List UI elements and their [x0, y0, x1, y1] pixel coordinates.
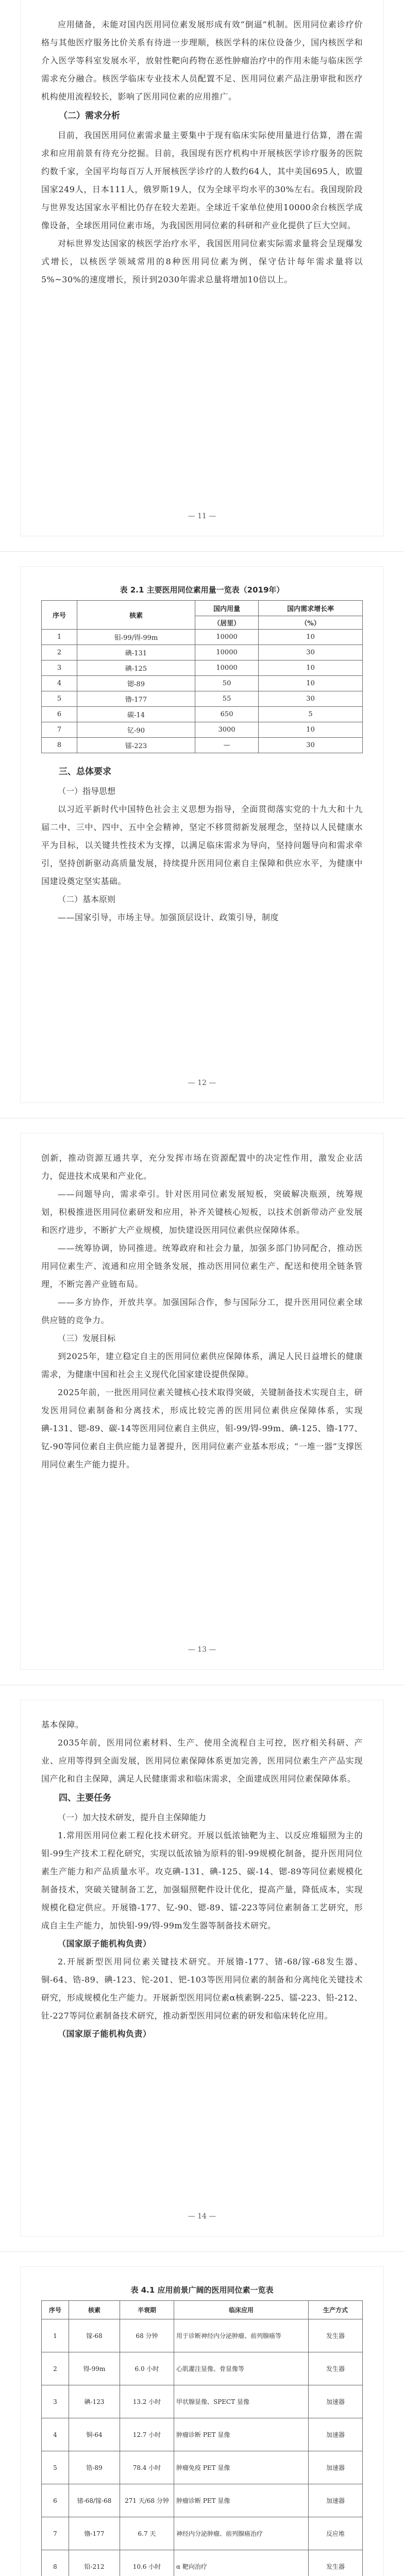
table-cell: 发生器 — [309, 2352, 363, 2385]
table-cell: 心肌灌注显像、骨显像等 — [174, 2352, 309, 2385]
table-cell: 加速器 — [309, 2484, 363, 2517]
table-cell: 碘-123 — [69, 2385, 120, 2418]
table-cell: 30 — [259, 645, 363, 660]
table-header: 序号 — [42, 2301, 69, 2319]
paragraph: ——问题导向，需求牵引。针对医用同位素发展短板，突破解决瓶颈，统筹规划，积极推进医用同位素研发和应用，补齐关键核心短板，以技术创新带动产业发展和医疗进步，不断扩大产业规模，加快建设医用同位素供应保障体系。 — [41, 1189, 363, 1235]
paragraph: 到2025年，建立稳定自主的医用同位素供应保障体系，满足人民日益增长的健康需求，为健康中国和社会主义现代化国家建设提供保障。 — [41, 1351, 363, 1379]
table-cell: 2 — [42, 2352, 69, 2385]
subsection-heading: （一）加大技术研发，提升自主保障能力 — [58, 1812, 207, 1822]
section-heading: 三、总体要求 — [59, 767, 111, 777]
table-cell: 铜-64 — [69, 2418, 120, 2451]
table-row — [42, 2550, 363, 2576]
table-header: 核素 — [77, 601, 195, 630]
table-row — [42, 2385, 363, 2418]
table-row — [42, 660, 363, 676]
paragraph: 2.开展新型医用同位素关键技术研究。开展镥-177、锗-68/镓-68发生器、铜-64、锆-89、碘-123、铊-201、钯-103等医用同位素的制备和分离纯化关键技术研究，形成规模化生产能力。开展新型医用同位素α核素锕-225、镭-223、铅-212、钍-227等同位素制备技术研究，推动新型医用同位素的研发和临床转化应用。 — [41, 1957, 363, 2021]
table-header: 国内用量 — [195, 601, 259, 616]
table-header: 核素 — [69, 2301, 120, 2319]
paragraph: ——多方协作，开放共享。加强国际合作，参与国际分工，提升医用同位素全球供应链的竞争力。 — [41, 1297, 363, 1325]
document-page-1 — [21, 0, 383, 536]
table-caption: 表 2.1 主要医用同位素用量一览表（2019年） — [120, 585, 284, 595]
table-cell: 10000 — [195, 630, 259, 645]
table-header: 临床应用 — [174, 2301, 309, 2319]
table-cell: 7 — [42, 2517, 69, 2550]
table-cell: 甲状腺显像、SPECT 显像 — [174, 2385, 309, 2418]
table-cell: 镥-177 — [77, 691, 195, 707]
table-cell: 7 — [42, 722, 77, 738]
table-cell: 锗-68/镓-68 — [69, 2484, 120, 2517]
table-cell: 铅-212 — [69, 2550, 120, 2576]
table-header: 国内需求增长率 — [259, 601, 363, 616]
table-cell: 13.2 小时 — [120, 2385, 174, 2418]
paragraph: 目前，我国医用同位素需求量主要集中于现有临床实际使用量进行估算，潜在需求和应用前景有待充分挖掘。目前，我国现有医疗机构中开展核医学诊疗服务的医院约数千家，全国平均每百万人开展核医学诊疗的人数约64人，其中美国695人，欧盟国家249人，日本111人，俄罗斯19人，仅为全球平均水平的30%左右。我国现阶段与世界发达国家水平相比仍存在较大差距。全球近千家单位使用10000余台核医学成像设备，全球医用同位素市场，为我国医用同位素的科研和产业化提供了巨大空间。 — [41, 130, 363, 230]
table-cell: 6.7 天 — [120, 2517, 174, 2550]
table-cell: 4 — [42, 2418, 69, 2451]
table-cell: 8 — [42, 738, 77, 753]
table-row — [42, 2319, 363, 2352]
page-number: — 14 — — [188, 2212, 216, 2221]
table-cell: 271 天/68 分钟 — [120, 2484, 174, 2517]
table-cell: α 靶向治疗 — [174, 2550, 309, 2576]
table-cell: 碳-14 — [77, 707, 195, 722]
table-cell: 肿瘤诊断 PET 显像 — [174, 2484, 309, 2517]
table-row — [42, 645, 363, 660]
paragraph: 创新，推动资源互通共享，充分发挥市场在资源配置中的决定性作用，激发企业活力，促进技术成果和产业化。 — [41, 1153, 363, 1181]
table-cell: 78.4 小时 — [120, 2451, 174, 2484]
table-row — [42, 691, 363, 707]
table-caption: 表 4.1 应用前景广阔的医用同位素一览表 — [130, 2285, 274, 2295]
paragraph: 2035年前，医用同位素材料、生产、使用全流程自主可控，医疗相关科研、产业、应用等得到全面发展，医用同位素保障体系更加完善，医用同位素生产产品实现国产化和自主保障，满足人民健康需求和临床需求，全面建成医用同位素保障体系。 — [41, 1738, 363, 1784]
isotope-usage-table — [41, 600, 363, 753]
table-cell: 1 — [42, 2319, 69, 2352]
table-cell: 8 — [42, 2550, 69, 2576]
table-row — [42, 630, 363, 645]
paragraph: 基本保障。 — [41, 1720, 84, 1730]
table-cell: 50 — [195, 676, 259, 691]
table-cell: 1 — [42, 630, 77, 645]
page-number: — 11 — — [188, 512, 216, 520]
table-cell: 肿瘤诊断 PET 显像 — [174, 2418, 309, 2451]
table-cell: 10000 — [195, 645, 259, 660]
table-cell: 6.0 小时 — [120, 2352, 174, 2385]
table-cell: 钇-90 — [77, 722, 195, 738]
table-cell: 5 — [42, 691, 77, 707]
table-header: 生产方式 — [309, 2301, 363, 2319]
table-cell: 10 — [259, 660, 363, 676]
table-cell: 3 — [42, 2385, 69, 2418]
table-cell: 反应堆 — [309, 2517, 363, 2550]
table-cell: 碘-125 — [77, 660, 195, 676]
responsible-party: （国家原子能机构负责） — [58, 1939, 152, 1948]
paragraph: 1.常用医用同位素工程化技术研究。开展以低浓铀靶为主、以反应堆辐照为主的钼-99生产技术工程化研究，实现以低浓铀为原料的钼-99规模化制备，提升医用同位素生产能力和产品质量水平。攻克碘-131、碘-125、碳-14、锶-89等同位素规模化制备技术，突破关键制备工艺，加强辐照靶件设计优化，提高产量，降低成本，实现规模化稳定供应。开展镥-177、钇-90、锶-89、镭-223等同位素制备工艺研究，形成自主生产能力，加快钼-99/锝-99m发生器等制备技术研究。 — [41, 1831, 363, 1930]
table-cell: 加速器 — [309, 2418, 363, 2451]
paragraph: ——国家引导，市场主导。加强顶层设计、政策引导，制度 — [58, 912, 279, 922]
table-cell: 2 — [42, 645, 77, 660]
paragraph: 以习近平新时代中国特色社会主义思想为指导，全面贯彻落实党的十九大和十九届二中、三中、四中、五中全会精神，坚定不移贯彻新发展理念，坚持以人民健康水平为目标，以关键共性技术为支撑，以满足临床需求为导向，坚持问题导向和需求牵引，坚持创新驱动高质量发展，持续提升医用同位素自主保障和供应水平，为健康中国建设奠定坚实基础。 — [41, 804, 363, 886]
table-cell: 镥-177 — [69, 2517, 120, 2550]
table-cell: 10 — [259, 676, 363, 691]
table-cell: 10000 — [195, 660, 259, 676]
table-cell: 30 — [259, 691, 363, 707]
table-cell: 10 — [259, 722, 363, 738]
table-row — [42, 738, 363, 753]
table-cell: 锆-89 — [69, 2451, 120, 2484]
table-cell: 6 — [42, 707, 77, 722]
page-number: — 12 — — [188, 1079, 216, 1087]
table-cell: 10 — [259, 630, 363, 645]
table-cell: 镓-68 — [69, 2319, 120, 2352]
document-page-5 — [21, 2267, 383, 2576]
table-row — [42, 707, 363, 722]
table-cell: 4 — [42, 676, 77, 691]
table-cell: 5 — [42, 2451, 69, 2484]
table-cell: 10.6 小时 — [120, 2550, 174, 2576]
paragraph: 应用储备，未能对国内医用同位素发展形成有效“倒逼”机制。医用同位素诊疗价格与其他医疗服务比价关系有待进一步理顺，核医学科的床位设备少，国内核医学和介入医学等科室发展水平，放射性靶向药物在恶性肿瘤治疗中的作用未能与临床医学需求充分融合。核医学临床专业技术人员配置不足、医用同位素产品注册审批和医疗机构使用流程较长，影响了医用同位素的应用推广。 — [41, 20, 363, 101]
paragraph: ——统筹协调，协同推进。统筹政府和社会力量，加强多部门协同配合，推动医用同位素生产、流通和应用全链条发展，推动医用同位素生产、配送和使用全链条管理，不断完善产业链布局。 — [41, 1243, 363, 1289]
table-cell: 神经内分泌肿瘤、前列腺癌治疗 — [174, 2517, 309, 2550]
table-cell: 30 — [259, 738, 363, 753]
table-cell: 钼-99/锝-99m — [77, 630, 195, 645]
table-cell: 3 — [42, 660, 77, 676]
table-cell: 加速器 — [309, 2451, 363, 2484]
table-cell: 加速器 — [309, 2385, 363, 2418]
table-cell: 锶-89 — [77, 676, 195, 691]
table-header: 半衰期 — [120, 2301, 174, 2319]
table-row — [42, 2418, 363, 2451]
responsible-party: （国家原子能机构负责） — [58, 2029, 152, 2039]
table-row — [42, 2484, 363, 2517]
table-cell: 3000 — [195, 722, 259, 738]
table-cell: — — [195, 738, 259, 753]
table-row — [42, 722, 363, 738]
table-row — [42, 2352, 363, 2385]
table-cell: 650 — [195, 707, 259, 722]
table-row — [42, 2517, 363, 2550]
table-cell: 12.7 小时 — [120, 2418, 174, 2451]
table-cell: 镭-223 — [77, 738, 195, 753]
isotope-prospect-table — [41, 2300, 363, 2576]
table-cell: 碘-131 — [77, 645, 195, 660]
document-page-2 — [21, 567, 383, 1103]
document-page-4 — [21, 1700, 383, 2236]
table-subheader: （居里） — [195, 616, 259, 630]
paragraph: 2025年前，一批医用同位素关键核心技术取得突破，关键制备技术实现自主，研发医用同位素制备和分离技术，形成比较完善的医用同位素供应保障体系，实现碘-131、锶-89、碳-14等医用同位素自主供应，钼-99/锝-99m、碘-125、镥-177、钇-90等同位素自主供应能力显著提升，医用同位素产业基本形成；“一堆一器”支撑医用同位素生产能力提升。 — [41, 1387, 363, 1469]
table-cell: 用于诊断神经内分泌肿瘤、前列腺癌等 — [174, 2319, 309, 2352]
table-cell: 6 — [42, 2484, 69, 2517]
paragraph: 对标世界发达国家的核医学治疗水平，我国医用同位素实际需求量将会呈现爆发式增长，以核医学领域常用的8种医用同位素为例，保守估计每年需求量将以5%~30%的速度增长，预计到2030年需求总量将增加10倍以上。 — [41, 239, 363, 284]
table-cell: 锝-99m — [69, 2352, 120, 2385]
table-row — [42, 2451, 363, 2484]
subsection-heading: （三）发展目标 — [58, 1333, 116, 1343]
table-cell: 5 — [259, 707, 363, 722]
table-header: 序号 — [42, 601, 77, 630]
subsection-heading: （一）指导思想 — [58, 786, 116, 796]
table-cell: 肿瘤免疫 PET 显像 — [174, 2451, 309, 2484]
table-cell: 68 分钟 — [120, 2319, 174, 2352]
table-cell: 发生器 — [309, 2550, 363, 2576]
table-cell: 发生器 — [309, 2319, 363, 2352]
table-cell: 55 — [195, 691, 259, 707]
section-heading: （二）需求分析 — [59, 111, 120, 121]
table-subheader: （%） — [259, 616, 363, 630]
page-number: — 13 — — [188, 1646, 216, 1654]
document-page-3 — [21, 1133, 383, 1669]
section-heading: 四、主要任务 — [59, 1793, 111, 1803]
subsection-heading: （二）基本原则 — [58, 894, 116, 904]
table-row — [42, 676, 363, 691]
